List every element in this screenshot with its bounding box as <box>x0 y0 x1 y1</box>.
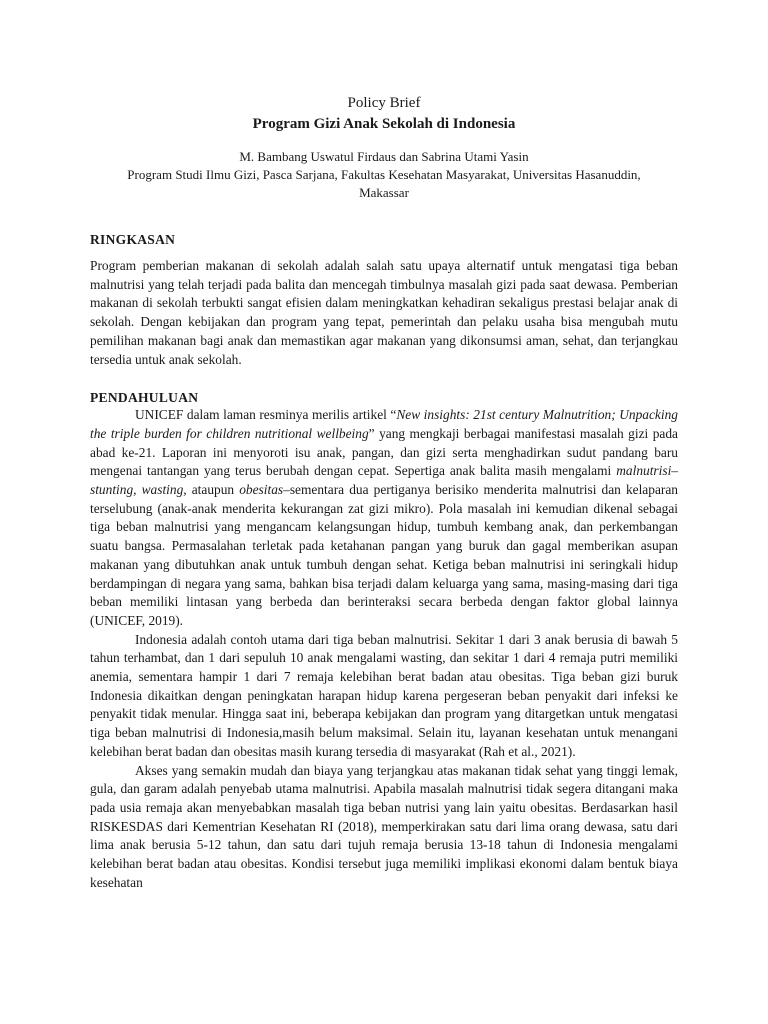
authors: M. Bambang Uswatul Firdaus dan Sabrina Utami Yasin <box>239 149 529 164</box>
intro-paragraph-1 <box>90 406 678 630</box>
summary-heading: RINGKASAN <box>90 232 176 247</box>
intro-p1-text-a: UNICEF dalam laman resminya merilis artikel “ <box>135 407 397 423</box>
intro-paragraph-3: Akses yang semakin mudah dan biaya yang terjangkau atas makanan tidak sehat yang tinggi lemak, gula, dan garam adalah penyebab utama malnutrisi. Apabila masalah malnutrisi tidak segera ditangani maka pada usia remaja akan menyebabkan masalah tiga beban nutrisi yang lain yaitu obesitas. Berdasarkan hasil RISKESDAS dari Kementrian Kesehatan RI (2018), memperkirakan satu dari lima orang dewasa, satu dari lima anak berusia 5-12 tahun, dan satu dari tujuh remaja berusia 13-18 tahun di Indonesia mengalami kelebihan berat badan atau obesitas. Kondisi tersebut juga memiliki implikasi ekonomi dalam bentuk biaya kesehatan <box>90 762 678 890</box>
document-header <box>90 94 678 201</box>
intro-p1-italic-terms: malnutrisi–stunting, wasting, <box>90 463 678 498</box>
intro-p1-text-c: ataupun <box>186 482 240 498</box>
affiliation-line-1: Program Studi Ilmu Gizi, Pasca Sarjana, Fakultas Kesehatan Masyarakat, Universitas Hasanuddin, <box>127 167 641 182</box>
document-title: Program Gizi Anak Sekolah di Indonesia <box>252 116 516 132</box>
summary-paragraph: Program pemberian makanan di sekolah adalah salah satu upaya alternatif untuk mengatasi tiga beban malnutrisi yang telah terjadi pada balita dan mencegah timbulnya masalah gizi pada saat dewasa. Pemberian makanan di sekolah terbukti sangat efisien dalam meningkatkan kehadiran sekaligus prestasi belajar anak di sekolah. Dengan kebijakan dan program yang tepat, pemerintah dan pelaku usaha bisa mengubah mutu pemilihan makanan bagi anak dan memastikan agar makanan yang dikonsumsi aman, sehat, dan terjangkau tersedia untuk anak sekolah. <box>90 258 678 367</box>
affiliation-line-2: Makassar <box>359 185 409 200</box>
intro-heading: PENDAHULUAN <box>90 390 199 406</box>
document-type: Policy Brief <box>347 95 421 111</box>
intro-p1-italic-obesitas: obesitas <box>239 482 284 498</box>
intro-p1-text-b: ” yang mengkaji berbagai manifestasi masalah gizi pada abad ke-21. Laporan ini menyoroti isu anak, pangan, dan gizi serta menghadirkan sudut pandang baru mengenai tantangan yang terus berubah dengan cepat. Sepertiga anak balita masih mengalami <box>90 425 678 479</box>
intro-p1-text-d: –sementara dua pertiganya berisiko menderita malnutrisi dan kelaparan terselubung (anak-anak menderita kekurangan zat gizi mikro). Pola masalah ini kemudian dikenal sebagai tiga beban malnutrisi yang mengancam kelangsungan hidup, tumbuh kembang anak, dan perkembangan suatu bangsa. Permasalahan terletak pada ketahanan pangan yang buruk dan gagal memberikan asupan makanan yang dibutuhkan anak untuk tumbuh dengan sehat. Ketiga beban malnutrisi ini seringkali hidup berdampingan di negara yang sama, bahkan bisa terjadi dalam keluarga yang sama, masing-masing dari tiga beban memiliki lintasan yang berbeda dan berinteraksi secara berbeda dengan faktor global lainnya (UNICEF, 2019). <box>90 482 678 628</box>
intro-p1-article-title: New insights: 21st century Malnutrition; Unpacking the triple burden for children nutritional wellbeing <box>90 407 678 441</box>
intro-paragraph-2: Indonesia adalah contoh utama dari tiga beban malnutrisi. Sekitar 1 dari 3 anak berusia di bawah 5 tahun terhambat, dan 1 dari sepuluh 10 anak mengalami wasting, dan sekitar 1 dari 4 remaja putri memiliki anemia, sementara hampir 1 dari 7 remaja kelebihan berat badan atau obesitas. Tiga beban gizi buruk Indonesia dikaitkan dengan peningkatan harapan hidup karena pergeseran beban penyakit dari infeksi ke penyakit tidak menular. Hingga saat ini, beberapa kebijakan dan program yang ditargetkan untuk mengatasi tiga beban malnutrisi di Indonesia,masih belum maksimal. Selain itu, layanan kesehatan untuk menangani kelebihan berat badan dan obesitas masih kurang tersedia di masyarakat (Rah et al., 2021). <box>90 631 678 759</box>
